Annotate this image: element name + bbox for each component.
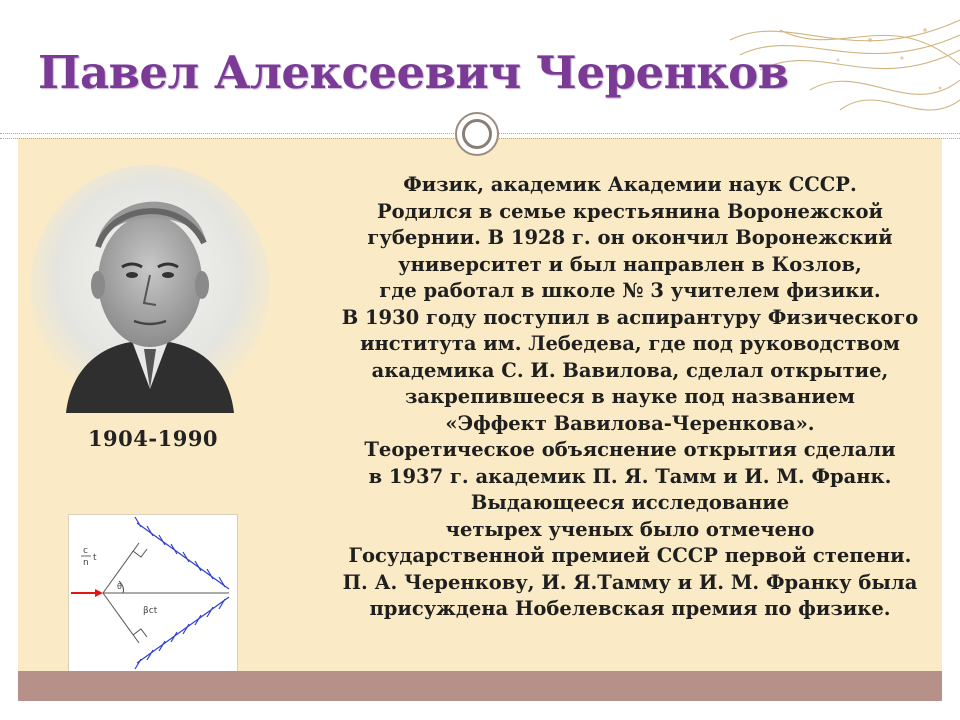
- slide-title: Павел Алексеевич Черенков: [38, 46, 789, 99]
- label-beta-ct: βct: [143, 606, 158, 616]
- bio-line: закрепившееся в науке под названием: [404, 385, 855, 408]
- bio-line: Физик, академик Академии наук СССР.: [403, 173, 857, 196]
- bio-line: академика С. И. Вавилова, сделал открытие,: [371, 358, 889, 382]
- bio-line: П. А. Черенкову, И. Я.Тамму и И. М. Франку была: [342, 570, 918, 594]
- bio-line: «Эффект Вавилова-Черенкова».: [445, 411, 815, 435]
- wavefront-arrows-upper: [135, 517, 229, 589]
- bio-line: Выдающееся исследование: [470, 491, 790, 514]
- portrait-photo: [28, 163, 272, 413]
- bottom-bar: [18, 671, 942, 701]
- bio-line: где работал в школе № 3 учителем физики.: [379, 279, 881, 302]
- bio-line: Государственной премией СССР первой степени.: [348, 544, 912, 567]
- bio-line: Теоретическое объяснение открытия сделали: [364, 438, 896, 461]
- bio-line: присуждена Нобелевская премия по физике.: [369, 597, 891, 620]
- cherenkov-diagram: [68, 514, 238, 672]
- biography-text: [325, 172, 935, 623]
- bio-line: губернии. В 1928 г. он окончил Воронежский: [367, 226, 893, 249]
- bio-line: университет и был направлен в Козлов,: [398, 252, 862, 276]
- bio-line: В 1930 году поступил в аспирантуру Физического: [341, 305, 919, 329]
- ring-ornament: [455, 112, 499, 156]
- bio-line: в 1937 г. академик П. Я. Тамм и И. М. Франк.: [368, 464, 892, 488]
- label-t: t: [93, 553, 97, 563]
- bio-line: четырех ученых было отмечено: [445, 517, 815, 541]
- bio-line: института им. Лебедева, где под руководством: [360, 332, 900, 355]
- bio-line: Родился в семье крестьянина Воронежской: [376, 199, 883, 223]
- life-years: 1904-1990: [87, 426, 219, 451]
- label-theta: θ: [117, 582, 122, 591]
- label-n: n: [83, 558, 89, 568]
- label-c: c: [83, 546, 88, 556]
